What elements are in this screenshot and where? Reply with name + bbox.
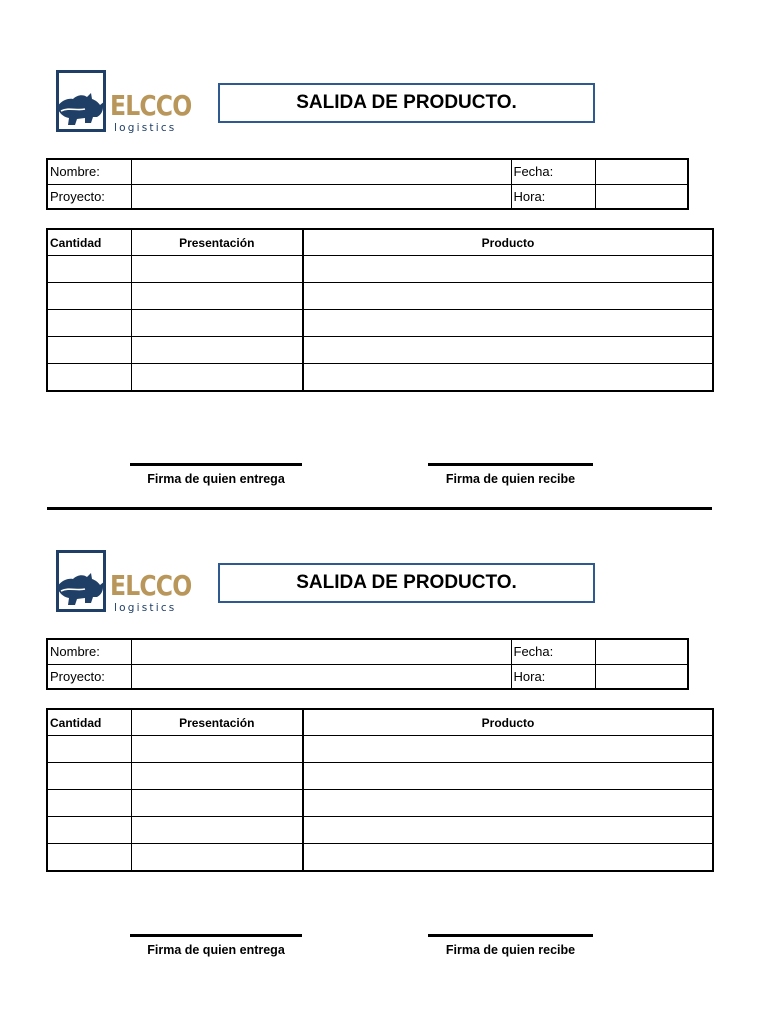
quantity-cell[interactable] xyxy=(47,763,131,790)
quantity-cell[interactable] xyxy=(47,817,131,844)
table-row xyxy=(47,844,713,871)
product-header: Producto xyxy=(303,709,713,736)
product-cell[interactable] xyxy=(303,817,713,844)
title-box xyxy=(218,563,595,603)
table-row xyxy=(47,310,713,337)
quantity-cell[interactable] xyxy=(47,256,131,283)
deliver-signature-line[interactable] xyxy=(130,934,302,937)
presentation-cell[interactable] xyxy=(131,763,303,790)
time-label: Hora: xyxy=(511,664,595,689)
quantity-cell[interactable] xyxy=(47,790,131,817)
logo-subtitle: logistics xyxy=(114,602,177,614)
time-field[interactable] xyxy=(595,184,688,209)
date-label: Fecha: xyxy=(511,159,595,184)
deliver-signature-label: Firma de quien entrega xyxy=(147,472,285,486)
logo-frame xyxy=(56,70,106,132)
project-label: Proyecto: xyxy=(47,664,131,689)
table-row xyxy=(47,256,713,283)
date-field[interactable] xyxy=(595,159,688,184)
presentation-cell[interactable] xyxy=(131,283,303,310)
product-cell[interactable] xyxy=(303,790,713,817)
form-title: SALIDA DE PRODUCTO. xyxy=(296,92,517,113)
product-cell[interactable] xyxy=(303,844,713,871)
table-row xyxy=(47,337,713,364)
presentation-cell[interactable] xyxy=(131,364,303,391)
deliver-signature-label: Firma de quien entrega xyxy=(147,943,285,957)
name-label: Nombre: xyxy=(47,159,131,184)
deliver-signature-line[interactable] xyxy=(130,463,302,466)
rhino-icon xyxy=(56,91,106,131)
quantity-cell[interactable] xyxy=(47,310,131,337)
product-exit-form-2 xyxy=(0,480,768,960)
product-cell[interactable] xyxy=(303,256,713,283)
receive-signature-line[interactable] xyxy=(428,463,593,466)
quantity-cell[interactable] xyxy=(47,736,131,763)
project-label: Proyecto: xyxy=(47,184,131,209)
table-row xyxy=(47,283,713,310)
product-cell[interactable] xyxy=(303,736,713,763)
info-row-name xyxy=(47,159,688,184)
items-header-row xyxy=(47,709,713,736)
table-row xyxy=(47,817,713,844)
table-row xyxy=(47,790,713,817)
project-field[interactable] xyxy=(131,664,511,689)
table-row xyxy=(47,763,713,790)
table-row xyxy=(47,364,713,391)
product-cell[interactable] xyxy=(303,283,713,310)
project-field[interactable] xyxy=(131,184,511,209)
quantity-header: Cantidad xyxy=(47,709,131,736)
time-field[interactable] xyxy=(595,664,688,689)
presentation-cell[interactable] xyxy=(131,337,303,364)
info-row-project xyxy=(47,184,688,209)
name-field[interactable] xyxy=(131,639,511,664)
receive-signature-label: Firma de quien recibe xyxy=(445,472,576,486)
items-header-row xyxy=(47,229,713,256)
presentation-cell[interactable] xyxy=(131,310,303,337)
rhino-icon xyxy=(56,571,106,611)
presentation-cell[interactable] xyxy=(131,736,303,763)
info-row-name xyxy=(47,639,688,664)
product-header: Producto xyxy=(303,229,713,256)
logo-name: ELCCO xyxy=(110,89,192,122)
receive-signature-line[interactable] xyxy=(428,934,593,937)
product-cell[interactable] xyxy=(303,337,713,364)
logo-subtitle: logistics xyxy=(114,122,177,134)
presentation-header: Presentación xyxy=(131,709,303,736)
info-table xyxy=(46,638,689,690)
product-cell[interactable] xyxy=(303,364,713,391)
title-box xyxy=(218,83,595,123)
presentation-cell[interactable] xyxy=(131,844,303,871)
quantity-header: Cantidad xyxy=(47,229,131,256)
logo-frame xyxy=(56,550,106,612)
quantity-cell[interactable] xyxy=(47,337,131,364)
name-field[interactable] xyxy=(131,159,511,184)
time-label: Hora: xyxy=(511,184,595,209)
form-title: SALIDA DE PRODUCTO. xyxy=(296,572,517,593)
presentation-cell[interactable] xyxy=(131,790,303,817)
info-row-project xyxy=(47,664,688,689)
presentation-cell[interactable] xyxy=(131,817,303,844)
product-cell[interactable] xyxy=(303,310,713,337)
date-field[interactable] xyxy=(595,639,688,664)
presentation-header: Presentación xyxy=(131,229,303,256)
info-table xyxy=(46,158,689,210)
items-table xyxy=(46,708,714,872)
receive-signature-label: Firma de quien recibe xyxy=(445,943,576,957)
quantity-cell[interactable] xyxy=(47,844,131,871)
product-exit-form-1 xyxy=(0,0,768,486)
items-table xyxy=(46,228,714,392)
table-row xyxy=(47,736,713,763)
logo-name: ELCCO xyxy=(110,569,192,602)
quantity-cell[interactable] xyxy=(47,283,131,310)
presentation-cell[interactable] xyxy=(131,256,303,283)
product-cell[interactable] xyxy=(303,763,713,790)
name-label: Nombre: xyxy=(47,639,131,664)
quantity-cell[interactable] xyxy=(47,364,131,391)
date-label: Fecha: xyxy=(511,639,595,664)
